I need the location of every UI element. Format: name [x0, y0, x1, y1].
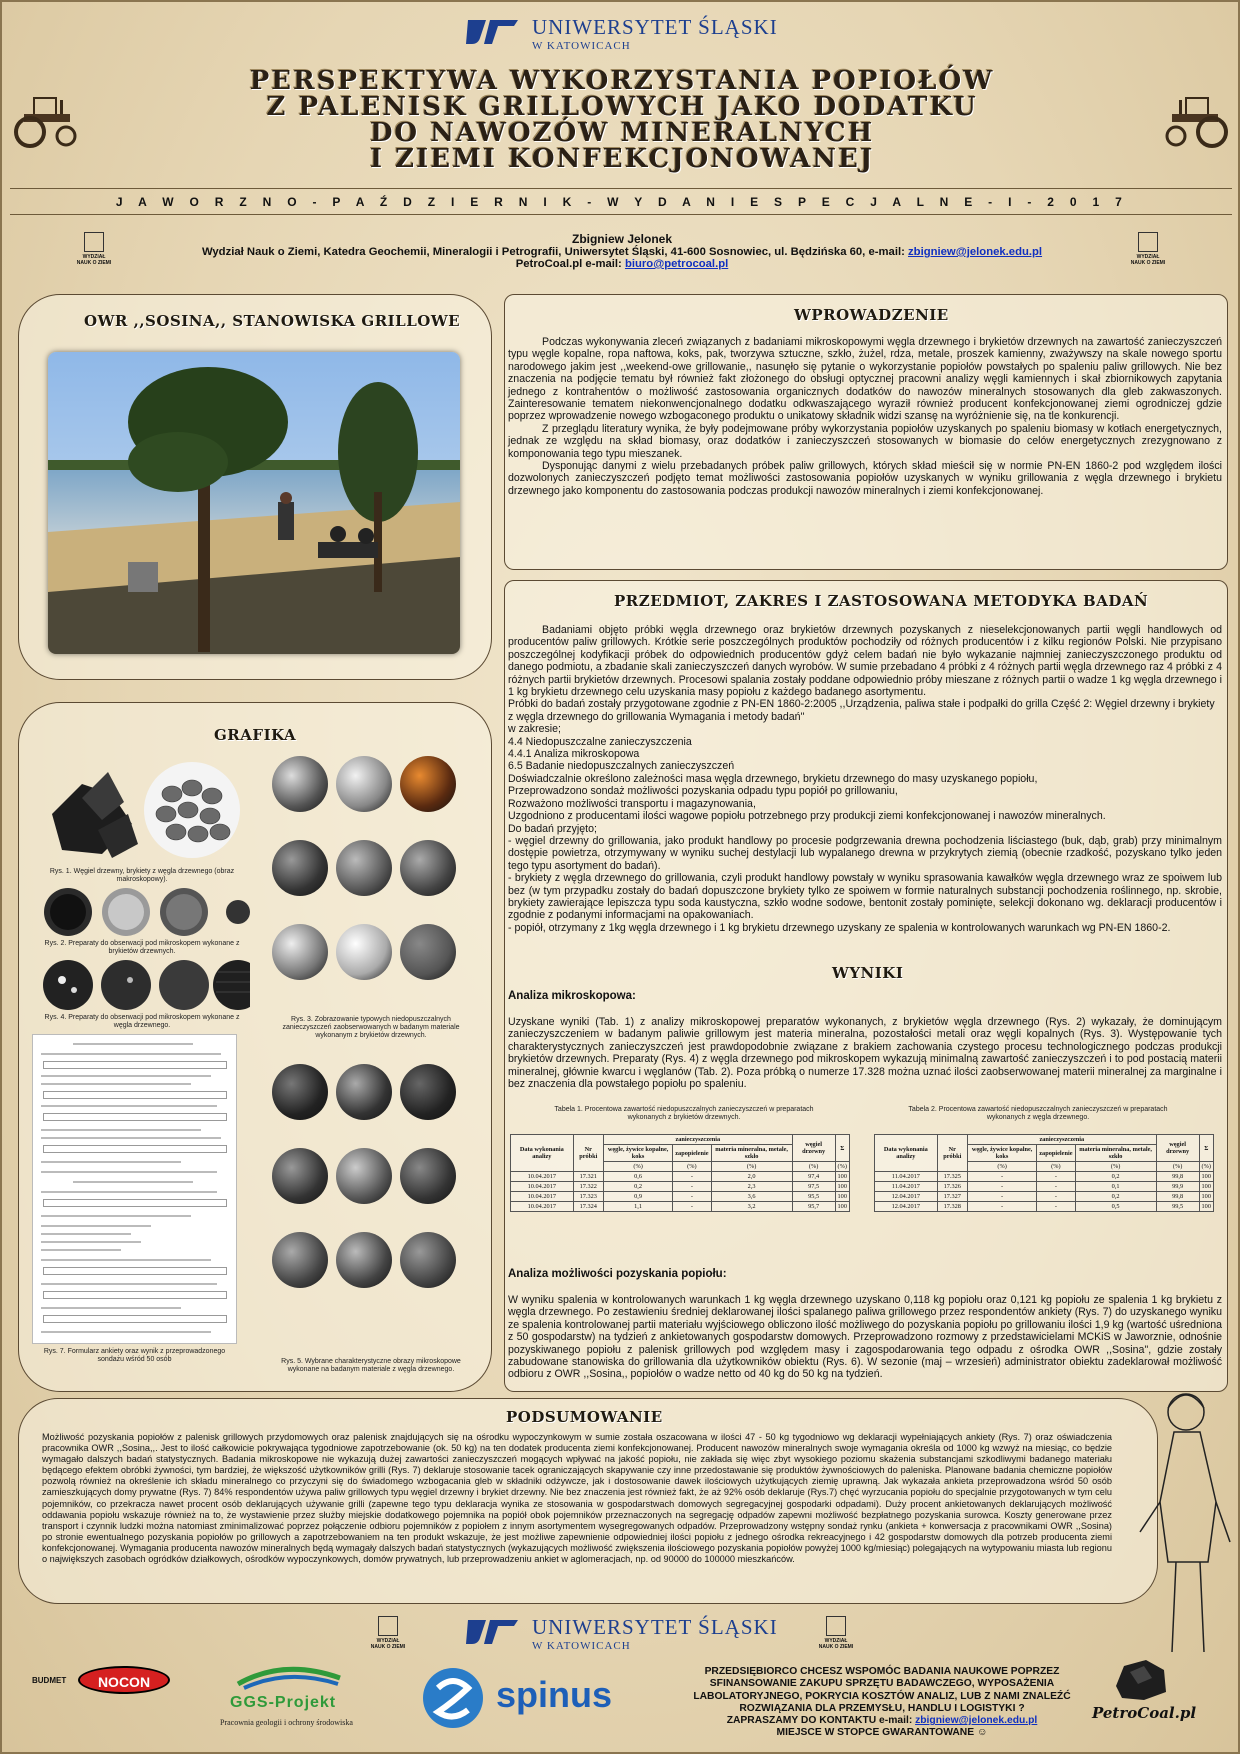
table-header-cell: węgiel drzewny — [1156, 1135, 1199, 1162]
intro-paragraph: Dysponując danymi z wielu przebadanych próbek paliw grillowych, których skład mieścił się w normie PN-EN 1860-2 pod względem ilości dozwolonych zanieczyszczeń podjęto temat możliwości zastosowania popiołów uzyskanych w wyniku grillowania z węgla drzewnego i brykietu drzewnego jako komponentu do zastosowania podczas produkcji nawozów mineralnych i ziemi konfekcjonowanej. — [508, 460, 1222, 497]
table-cell: - — [1037, 1192, 1075, 1202]
table-row — [875, 1202, 1214, 1212]
table-1 — [510, 1134, 850, 1212]
company-email-link[interactable]: biuro@petrocoal.pl — [624, 258, 729, 270]
coal-lump-icon — [1110, 1656, 1170, 1702]
faculty-logo-text: NAUK O ZIEMI — [818, 1644, 854, 1650]
micrograph-image — [272, 756, 328, 812]
university-logo — [464, 14, 784, 54]
micrograph-image — [336, 924, 392, 980]
table-cell: - — [967, 1202, 1036, 1212]
faculty-logo-text: NAUK O ZIEMI — [76, 260, 112, 266]
cta-line: ROZWIĄZANIA DLA PRZEMYSŁU, HANDLU I LOGISTYKI ? — [739, 1702, 1025, 1714]
table-unit-cell: (%) — [1156, 1162, 1199, 1172]
grill-site-photo — [48, 352, 460, 654]
intro-text — [508, 336, 1222, 497]
micrograph-label — [397, 1208, 459, 1212]
university-city: W KATOWICACH — [532, 1640, 631, 1652]
table-cell: 97,4 — [792, 1172, 835, 1182]
micrograph-label — [333, 1208, 395, 1212]
method-line: 6.5 Badanie niedopuszczalnych zanieczyszczeń — [508, 760, 735, 773]
table-cell: - — [673, 1172, 711, 1182]
author-email-link[interactable]: zbigniew@jelonek.edu.pl — [908, 246, 1043, 258]
cta-contact-text: ZAPRASZAMY DO KONTAKTU e-mail: — [726, 1715, 916, 1727]
method-bullet: - popiół, otrzymany z 1kg węgla drzewnego i 1 kg brykietu drzewnego uzyskany ze spalenia w kontrolowanych warunkach wg PN-EN 1860-2. — [508, 921, 1171, 934]
figure-3-caption: Rys. 3. Zobrazowanie typowych niedopuszczalnych zanieczyszczeń zaobserwowanych w badanym materiale wykonanym z brykietów drzewnych. — [282, 1016, 460, 1039]
ash-analysis-paragraph: W wyniku spalenia w kontrolowanych warunkach 1 kg węgla drzewnego uzyskano 0,118 kg popiołu oraz 0,121 kg popiołu ze spalenia 1 kg brykietu z węgla drzewnego. Po zestawieniu średniej deklarowanej ilości spalanego paliwa grillowego przez respondentów ankiety (Rys. 7) do uzyskanego wyniku ze spalenia kontrolowanej partii materiału wyjściowego obliczono ilość możliwego do pozyskania popiołu po grillowaniu ilości 1,9 kg (wartość uśredniona z 50 gospodarstw) na tydzień z ankietowanych gospodarstw domowych. Przeprowadzono rozmowy z przedstawicielami MCKiS w Jaworznie, odnośnie pozyskiwanego popiołu z palenisk grillowych pod względem masy i zagospodarowania tego odpadu z ośrodka OWR ,,Sosina", gdzie zostały zabudowane stanowiska do grillowania dla użytkowników obiektu (Rys. 6). W sezonie (maj – wrzesień) administrator obiektu zadeklarował możliwość odbioru z OWR ,,Sosina,, popiołów o wadze netto od 40 kg do 50 kg na tydzień. — [508, 1294, 1222, 1381]
table-unit-cell: (%) — [1199, 1162, 1213, 1172]
table-header-cell: Nr próbki — [937, 1135, 967, 1172]
table-unit-cell: (%) — [603, 1162, 672, 1172]
cta-email-link[interactable]: zbigniew@jelonek.edu.pl — [915, 1715, 1038, 1727]
micrograph-image — [272, 1232, 328, 1288]
micrograph-image — [272, 840, 328, 896]
micrograph-label — [269, 900, 331, 904]
table-cell: 1,1 — [603, 1202, 672, 1212]
table-group-header: zanieczyszczenia — [603, 1135, 792, 1145]
table-cell: 0,2 — [1075, 1192, 1156, 1202]
table-unit-cell: (%) — [967, 1162, 1036, 1172]
micrograph-label — [333, 1124, 395, 1128]
method-line: Próbki do badań zostały przygotowane zgodnie z PN-EN 1860-2:2005 ,,Urządzenia, paliwa stałe i podpałki do grilla Część 2: Węgiel drzewny i brykiety z węgla drzewnego do grillowania Wymagania i metody badań" — [508, 698, 1215, 723]
author-name: Zbigniew Jelonek — [571, 232, 673, 246]
table-cell: 17.325 — [937, 1172, 967, 1182]
table-cell: 100 — [835, 1172, 849, 1182]
spinus-emblem-icon — [418, 1666, 488, 1730]
micrograph-label — [269, 984, 331, 988]
table-cell: 100 — [835, 1192, 849, 1202]
table-row — [511, 1172, 850, 1182]
micro-analysis-paragraph: Uzyskane wyniki (Tab. 1) z analizy mikroskopowej preparatów wykonanych, z brykietów węgla drzewnego (Rys. 2) wykazały, że dominującym zanieczyszczeniem w badanym paliwie grillowym jest materia mineralna, pozostałości metali oraz węgli kopalnych (Rys. 3). Występowanie tych charakterystycznych zanieczyszczeń jest prawdopodobnie związane z brakiem zachowania czystego procesu technologicznego podczas produkcji brykietów drzewnych. Preparaty (Rys. 4) z węgla drzewnego pod mikroskopem wykazują minimalną zawartość zanieczyszczeń i to pod postacią materii mineralnej, głównie kwarcu i węglanów (Tab. 2). Poza próbką o numerze 17.328 można uznać ilości zaobserwowanej materii mineralnej za marginalne i bez znaczenia dla powstałego popiołu po spaleniu. — [508, 1016, 1222, 1091]
petrocoal-logo: PetroCoal.pl — [1092, 1704, 1197, 1722]
table-header-cell: węgiel drzewny — [792, 1135, 835, 1162]
table-cell: 10.04.2017 — [511, 1172, 574, 1182]
table-cell: 100 — [1199, 1192, 1213, 1202]
contact-text: PetroCoal.pl e-mail: — [515, 258, 625, 270]
table-1-caption: Tabela 1. Procentowa zawartość niedopuszczalnych zanieczyszczeń w preparatach wykonanych z brykietów drzewnych. — [554, 1106, 814, 1121]
micrograph-label — [269, 1208, 331, 1212]
micro-analysis-heading: Analiza mikroskopowa: — [508, 990, 636, 1002]
method-line: 4.4.1 Analiza mikroskopowa — [508, 748, 640, 761]
method-line: Doświadczalnie określono zależności masa węgla drzewnego, brykietu drzewnego do masy uzyskanego popiołu, — [508, 772, 1038, 785]
table-row — [875, 1172, 1214, 1182]
faculty-logo-text: NAUK O ZIEMI — [1130, 260, 1166, 266]
table-cell: 17.324 — [573, 1202, 603, 1212]
table-cell: - — [1037, 1172, 1075, 1182]
micrograph-label — [397, 900, 459, 904]
micrograph-image — [400, 1064, 456, 1120]
table-cell: 99,8 — [1156, 1172, 1199, 1182]
table-cell: 17.327 — [937, 1192, 967, 1202]
title-line: Z PALENISK GRILLOWYCH JAKO DODATKU — [266, 92, 978, 122]
university-emblem-icon — [464, 1616, 520, 1648]
table-cell: 17.326 — [937, 1182, 967, 1192]
table-cell: - — [1037, 1202, 1075, 1212]
survey-form-figure — [32, 1034, 237, 1344]
table-cell: - — [967, 1182, 1036, 1192]
table-header-cell: węgle, żywice kopalne, koks — [967, 1145, 1036, 1162]
ggs-tagline: Pracownia geologii i ochrony środowiska — [220, 1718, 353, 1727]
table-row — [511, 1182, 850, 1192]
table-row — [875, 1182, 1214, 1192]
micrograph-label — [333, 900, 395, 904]
table-header-cell: zapopielenie — [1037, 1145, 1075, 1162]
table-cell: 100 — [1199, 1172, 1213, 1182]
spinus-logo: spinus — [496, 1674, 613, 1715]
summary-section-title: PODSUMOWANIE — [506, 1408, 663, 1426]
micrograph-label — [333, 984, 395, 988]
micrograph-label — [269, 1124, 331, 1128]
table-header-cell: Data wykonania analizy — [511, 1135, 574, 1172]
micrograph-label — [397, 1124, 459, 1128]
micrograph-image — [336, 756, 392, 812]
university-name: UNIWERSYTET ŚLĄSKI — [532, 1615, 778, 1639]
figure-4-caption: Rys. 4. Preparaty do obserwacji pod mikroskopem wykonane z węgla drzewnego. — [44, 1014, 240, 1029]
table-header-cell: Data wykonania analizy — [875, 1135, 938, 1172]
owr-section-title: OWR ,,SOSINA,, STANOWISKA GRILLOWE — [84, 312, 461, 330]
figure-7-caption: Rys. 7. Formularz ankiety oraz wynik z przeprowadzonego sondażu wśród 50 osób — [43, 1348, 226, 1363]
table-cell: 10.04.2017 — [511, 1202, 574, 1212]
faculty-emblem-icon — [378, 1616, 398, 1636]
intro-paragraph: Podczas wykonywania zleceń związanych z badaniami mikroskopowymi węgla drzewnego i brykietów drzewnych na zawartość zanieczyszczeń typu węgle kopalne, ropa naftowa, koks, pak, tworzywa sztuczne, szkło, żużel, rdza, metale, proszek kamienny, zważywszy na skale nowego sportu narodowego jakim jest ,,weekend-owe grillowanie,, nasunęło się pytanie o wykorzystanie popiołów powstałych po spaleniu paliw grillowych. Nie bez znaczenia na podjęcie tematu był również fakt złożonego do obsługi optycznej pracowni analizy węgli kamiennych i skał zbiornikowych zapytania jednego z kontrahentów o możliwość zastosowania organicznych dodatków do nawozów mineralnych stosowanych dla gleb zakwaszonych. Zainteresowanie tematem niekonwencjonalnego dodatku odkwaszającego wyraził również producent konfekcjonowanej ziemi ogrodniczej gdzie poprzez wprowadzenie nowego wzbogaconego produktu o unikatowy składnik widzi szansę na wyróżnienie się, na tle konkurencji. — [508, 336, 1222, 423]
table-header-cell: materia mineralna, metale, szkło — [711, 1145, 792, 1162]
method-line: w zakresie; — [508, 723, 561, 736]
cta-contact — [672, 1715, 1092, 1727]
table-cell: 10.04.2017 — [511, 1182, 574, 1192]
method-line: Rozważono możliwości transportu i magazynowania, — [508, 797, 756, 810]
table-cell: 17.323 — [573, 1192, 603, 1202]
table-unit-cell: (%) — [673, 1162, 711, 1172]
ggs-swoosh-icon — [234, 1662, 344, 1690]
table-cell: 99,9 — [1156, 1182, 1199, 1192]
micrograph-image — [272, 1064, 328, 1120]
contact-line — [48, 258, 1196, 270]
table-unit-cell: (%) — [1075, 1162, 1156, 1172]
table-cell: 0,5 — [1075, 1202, 1156, 1212]
method-bullet: - brykiety z węgla drzewnego do grillowania, czyli produkt handlowy powstały w wyniku sprasowania kawałków węgla drzewnego wraz ze spoiwem lub bez (w tym przypadku zostały do badań dopuszczone brykiety tylko ze spoiwem w formie naturalnych substancji pochodzenia roślinnego, np. skrobie, brykiety zawierające lepiszcza typu soda kaustyczna, szkło wodne sodowe, bentonit zostały pominięte, selekcji dokonano wg. deklaracji producentów i zgodnie z podanymi informacjami na opakowaniach. — [508, 872, 1222, 922]
faculty-emblem-icon — [826, 1616, 846, 1636]
university-logo-footer — [464, 1614, 784, 1654]
method-section-title: PRZEDMIOT, ZAKRES I ZASTOSOWANA METODYKA BADAŃ — [614, 592, 1149, 610]
table-cell: 95,7 — [792, 1202, 835, 1212]
divider — [10, 188, 1232, 189]
table-cell: - — [967, 1172, 1036, 1182]
table-cell: 100 — [1199, 1202, 1213, 1212]
table-2 — [874, 1134, 1214, 1212]
person-illustration — [1130, 1382, 1240, 1672]
table-cell: 17.321 — [573, 1172, 603, 1182]
author-block — [48, 232, 1196, 280]
table-cell: 99,5 — [1156, 1202, 1199, 1212]
title-line: I ZIEMI KONFEKCJONOWANEJ — [369, 144, 875, 174]
method-line: Przeprowadzono sondaż możliwości pozyskania odpadu typu popiół po grillowaniu, — [508, 785, 898, 798]
table-header-cell: Σ — [1199, 1135, 1213, 1162]
micro-analysis-text — [508, 1016, 1222, 1090]
table-cell: 95,5 — [792, 1192, 835, 1202]
table-cell: 97,5 — [792, 1182, 835, 1192]
table-cell: 2,0 — [711, 1172, 792, 1182]
title-line: PERSPEKTYWA WYKORZYSTANIA POPIOŁÓW — [249, 66, 995, 96]
figure-2-caption: Rys. 2. Preparaty do obserwacji pod mikroskopem wykonane z brykietów drzewnych. — [44, 940, 240, 955]
table-header-cell: materia mineralna, metale, szkło — [1075, 1145, 1156, 1162]
table-cell: 10.04.2017 — [511, 1192, 574, 1202]
ash-analysis-heading: Analiza możliwości pozyskania popiołu: — [508, 1268, 727, 1280]
method-line: Do badań przyjęto; — [508, 822, 597, 835]
micrograph-image — [336, 1148, 392, 1204]
intro-paragraph: Z przeglądu literatury wynika, że były podejmowane próby wykorzystania popiołów uzyskanych po spaleniu biomasy w kotłach energetycznych, jednak ze względu na skład biomasy, oraz dodatków i zanieczyszczeń stosowanych w biomasie do celów energetycznych zrezygnowano z komponowania tego typu mieszanek. — [508, 422, 1222, 460]
table-unit-cell: (%) — [792, 1162, 835, 1172]
table-cell: 99,8 — [1156, 1192, 1199, 1202]
affiliation — [48, 246, 1196, 258]
table-cell: 0,9 — [603, 1192, 672, 1202]
micrograph-image — [272, 924, 328, 980]
table-group-header: zanieczyszczenia — [967, 1135, 1156, 1145]
table-cell: 100 — [1199, 1182, 1213, 1192]
method-line: Uzgodniono z producentami ilości wagowe popiołu potrzebnego przy produkcji ziemi konfekcjonowanej i nawozów mineralnych. — [508, 810, 1106, 823]
table-header-cell: Σ — [835, 1135, 849, 1162]
summary-paragraph: Możliwość pozyskania popiołów z palenisk grillowych przydomowych oraz palenisk znajdujących się na ośrodku wypoczynkowym w sumie została oszacowana w ilości 47 - 50 kg tygodniowo wg deklaracji wypełniających ankiety (Rys. 7) oraz oświadczenia pracownika OWR ,,Sosina,,. Jest to ilość całkowicie pokrywająca tygodniowe zapotrzebowanie (ok. 50 kg) na ten dodatek producenta ziemi konfekcjonowanej. Producent nawozów mineralnych swoje wymagania określa od 1000 kg wzwyż na miesiąc, co będzie wymagało dalszych badań statystycznych. Badania mikroskopowe nie wykazują dużej zawartości zanieczyszczeń mogących wpływać na jakość popiołu, nie zakłada się więc zbyt wysokiego poziomu skażenia substancjami szkodliwymi badanego materiału będącego efektem obróbki żywności, tym bardziej, że większość użytkowników grilli (Rys. 7) deklaruje stosowanie tacek ograniczających skapywanie czy inne przedostawanie się produktów żywnościowych do paleniska. Planowane badania chemiczne popiołów pozwolą również na określenie ich składu mineralnego co przyczyni się do świadomego wzbogacania gleb w składniki odżywcze, jak i dostosowanie dawek ilościowych użytkujących ziemię uprawną. Jak wykazała ankieta przeprowadzona wśród 50 osób zamieszkujących domy prywatne (Rys. 7) 84% respondentów używa paliw grillowych typu węgiel drzewny i brykiet drzewny. Nie bez znaczenia jest również fakt, że aż 92% osób deklaruje (Rys.7) chęć wyrzucania popiołu do specjalnie przygotowanych w tym celu pojemników, co przekracza nawet procent osób deklarujących używanie grilli (zapewne tego typu deklaracja wynika ze stosowania w gospodarstwach domowych segregacyjnej gospodarki odpadami). Duży procent ankietowanych deklarujących możliwość oddawania popiołu wskazuje również na to, że wystawienie przez służby miejskie dodatkowego pojemnika na popiół obok pojemników przeznaczonych na segregację odpadów zapewni możliwość bezpłatnego pozyskania surowca. Koszty generowane przez transport i czynnik ludzki można natomiast zminimalizować poprzez połączenie odbioru pojemników z popiołem z innym asortymentem wysegregowanych odpadów. Przeprowadzony wstępny sondaż rynku (ankieta + konwersacja z pracownikami OWR ,,Sosina) po stronie ewentualnego pozyskania popiołów po grillowych a zapotrzebowaniem na ten produkt wskazuje, że jest możliwe zapewnienie odpowiedniej ilości popiołu z jednego ośrodka rekreacyjnego i 42 gospodarstw domowych dla potrzeb producenta ziemi konfekcjonowanej. Wymagania producenta nawozów mineralnych będą wymagały dalszych badań statystycznych (wykazujących możliwość zwiększenia ilościowego pozyskania popiołów powyżej 1000 kg/miesiąc) polegających na wytypowaniu miasta lub regionu o największych zasobach ogródków działkowych, ośrodków wypoczynkowych, domów prywatnych, lub przeprowadzeniu ankiet w aglomeracjach, np. od 90000 do 100000 mieszkańców. — [42, 1432, 1112, 1565]
table-cell: 12.04.2017 — [875, 1202, 938, 1212]
micrograph-label — [397, 1292, 459, 1296]
table-cell: - — [967, 1192, 1036, 1202]
cta-line: PRZEDSIĘBIORCO CHCESZ WSPOMÓC BADANIA NAUKOWE POPRZEZ — [704, 1666, 1060, 1677]
ash-analysis-text — [508, 1294, 1222, 1381]
table-row — [511, 1192, 850, 1202]
micrograph-image — [400, 924, 456, 980]
table-cell: 17.322 — [573, 1182, 603, 1192]
faculty-logo-text: NAUK O ZIEMI — [370, 1644, 406, 1650]
summary-text — [42, 1432, 1112, 1565]
table-cell: 0,1 — [1075, 1182, 1156, 1192]
method-bullet: - węgiel drzewny do grillowania, jako produkt handlowy po procesie podgrzewania drewna pochodzenia liściastego (buk, dąb, grab) przy minimalnym dostępie powietrza, otrzymywany w wyniku suchej destylacji lub wypalanego drewna w przykrytych ziemią (obecnie rzadkość, pozyskano tylko jeden tego typu asortyment do badań). — [508, 834, 1222, 872]
table-row — [875, 1192, 1214, 1202]
faculty-logo-text: WYDZIAŁ — [824, 1638, 848, 1644]
micrograph-label — [397, 984, 459, 988]
results-section-title: WYNIKI — [832, 964, 904, 982]
table-cell: 12.04.2017 — [875, 1192, 938, 1202]
table-unit-cell: (%) — [1037, 1162, 1075, 1172]
faculty-logo — [814, 1616, 858, 1656]
cta-line: SFINANSOWANIE ZAKUPU SPRZĘTU BADAWCZEGO, WYPOSAŻENIA — [709, 1678, 1055, 1690]
table-cell: 0,2 — [603, 1182, 672, 1192]
micrograph-image — [272, 1148, 328, 1204]
micrograph-label — [333, 816, 395, 820]
university-city: W KATOWICACH — [532, 40, 631, 52]
micrograph-label — [269, 816, 331, 820]
table-cell: 0,2 — [1075, 1172, 1156, 1182]
briquette-samples-figure — [38, 886, 250, 938]
faculty-logo-text: WYDZIAŁ — [376, 1638, 400, 1644]
method-line: 4.4 Niedopuszczalne zanieczyszczenia — [508, 735, 692, 748]
lake-photo-illustration — [48, 352, 460, 654]
table-cell: 17.328 — [937, 1202, 967, 1212]
micrograph-label — [333, 1292, 395, 1296]
micrograph-image — [400, 1148, 456, 1204]
ggs-projekt-logo: GGS-Projekt — [230, 1694, 337, 1711]
micrograph-image — [336, 1064, 392, 1120]
grafika-section-title: GRAFIKA — [214, 726, 297, 744]
table-header-cell: węgle, żywice kopalne, koks — [603, 1145, 672, 1162]
intro-section-title: WPROWADZENIE — [794, 306, 949, 324]
table-cell: - — [1037, 1182, 1075, 1192]
table-cell: 0,6 — [603, 1172, 672, 1182]
poster-title — [48, 68, 1196, 180]
micrograph-image — [336, 840, 392, 896]
table-unit-cell: (%) — [711, 1162, 792, 1172]
table-cell: 100 — [835, 1202, 849, 1212]
figure-1-caption: Rys. 1. Węgiel drzewny, brykiety z węgla drzewnego (obraz makroskopowy). — [49, 868, 235, 883]
method-paragraph: Badaniami objęto próbki węgla drzewnego oraz brykietów drzewnych pozyskanych z nieselekcjonowanych partii węgli handlowych od producentów paliw grillowych. Krótkie serie poszczególnych produktów pochodziły od różnych producentów i z kilku regionów Polski. Nie przypisano poszczególnej kodyfikacji próbek do odpowiednich producentów gdyż celem badań nie było wykazanie najmniej zanieczyszczonego produktu od danego podmiotu, a zbadanie skali zanieczyszczeń danych wyrobów. W sumie przebadano 4 próbki z 4 różnych partii węgla drzewnego raz 4 próbki z 4 różnych partii brykietów drzewnych. Procesowi spalania zostały poddane odpowiednio próby mieszane z różnych partii o wadze 1 kg węgla drzewnego i 1 kg brykietu drzewnego celu uzyskania masy popiołu z każdego badanego asortymentu. — [508, 624, 1222, 699]
micrograph-label — [269, 1292, 331, 1296]
table-cell: - — [673, 1202, 711, 1212]
table-cell: 11.04.2017 — [875, 1172, 938, 1182]
faculty-logo-text: WYDZIAŁ — [82, 254, 106, 260]
table-cell: 3,2 — [711, 1202, 792, 1212]
table-2-caption: Tabela 2. Procentowa zawartość niedopuszczalnych zanieczyszczeń w preparatach wykonanych z węgla drzewnego. — [908, 1106, 1168, 1121]
micrograph-image — [400, 1232, 456, 1288]
table-row — [511, 1202, 850, 1212]
table-cell: 2,3 — [711, 1182, 792, 1192]
sponsorship-call-to-action — [672, 1666, 1092, 1740]
university-name: UNIWERSYTET ŚLĄSKI — [532, 15, 778, 39]
table-unit-cell: (%) — [835, 1162, 849, 1172]
micrograph-image — [400, 840, 456, 896]
micrograph-image — [400, 756, 456, 812]
table-cell: 11.04.2017 — [875, 1182, 938, 1192]
title-line: DO NAWOZÓW MINERALNYCH — [369, 118, 875, 148]
edition-line: J A W O R Z N O - P A Ź D Z I E R N I K - W Y D A N I E S P E C J A L N E - I - 2 0 1 7 — [115, 195, 1129, 209]
budmet-logo: BUDMET — [32, 1676, 67, 1685]
divider — [10, 214, 1232, 215]
table-cell: 100 — [835, 1182, 849, 1192]
university-emblem-icon — [464, 16, 520, 48]
cta-line: LABOLATORYJNEGO, POKRYCIA KOSZTÓW ANALIZ, LUB Z NAMI ZNALEŹĆ — [693, 1690, 1071, 1702]
nocon-logo: NOCON — [78, 1666, 170, 1694]
faculty-logo-text: WYDZIAŁ — [1136, 254, 1160, 260]
micrograph-label — [397, 816, 459, 820]
charcoal-samples-figure — [38, 958, 250, 1012]
table-cell: - — [673, 1182, 711, 1192]
figure-5-caption: Rys. 5. Wybrane charakterystyczne obrazy mikroskopowe wykonane na badanym materiale z węgla drzewnego. — [281, 1358, 461, 1373]
table-cell: - — [673, 1192, 711, 1202]
affiliation-text: Wydział Nauk o Ziemi, Katedra Geochemii, Mineralogii i Petrografii, Uniwersytet Śląski, 41-600 Sosnowiec, ul. Będzińska 60, e-mail: — [201, 246, 909, 258]
cta-line: MIEJSCE W STOPCE GWARANTOWANE ☺ — [776, 1727, 988, 1739]
table-header-cell: zapopielenie — [673, 1145, 711, 1162]
micrograph-image — [336, 1232, 392, 1288]
method-text — [508, 624, 1222, 934]
charcoal-briquette-figure — [42, 754, 242, 866]
table-cell: 3,6 — [711, 1192, 792, 1202]
faculty-logo — [366, 1616, 410, 1656]
table-header-cell: Nr próbki — [573, 1135, 603, 1172]
